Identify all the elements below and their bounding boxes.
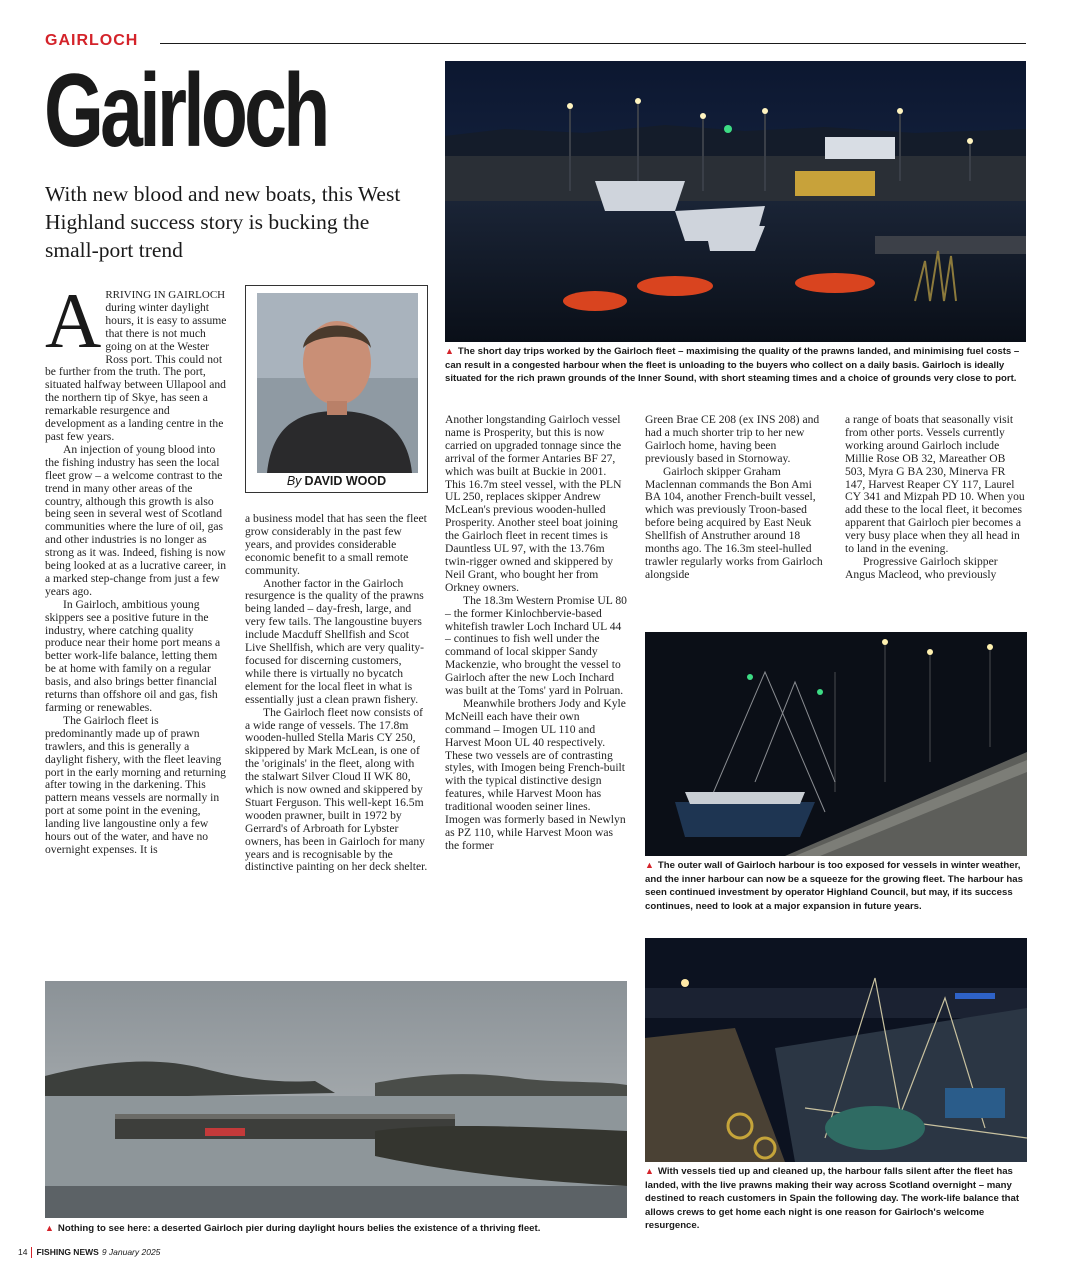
page-number: 14 bbox=[18, 1247, 28, 1257]
caption-outer-wall: ▲ The outer wall of Gairloch harbour is too exposed for vessels in winter weather, and the inner harbour can now be a squeeze for the growing fleet. The harbour has seen continued investment by operator Highland Council, but may, if its success continues, need to look at a major expansion in future years. bbox=[645, 860, 1023, 912]
caption-tied-up: ▲ With vessels tied up and cleaned up, the harbour falls silent after the fleet has landed, with the live prawns making their way across Scotland overnight – many destined to reach customers in Spain the following day. The work-life balance that allows crews to get home each night is one reason for Gairloch's welcome resurgence. bbox=[645, 1166, 1020, 1232]
body-paragraph: The Gairloch fleet is predominantly made up of prawn trawlers, and this is generally a daylight fishery, with the fleet leaving port in the early morning and returning after towing in the darkening. This pattern means vessels are normally in port at some point in the evening, landing live langoustine only a few hours out of the water, and have no overnight expenses. It is bbox=[45, 713, 226, 856]
section-tag: GAIRLOCH bbox=[45, 32, 139, 49]
body-column-4 bbox=[645, 414, 827, 582]
body-paragraph: Another longstanding Gairloch vessel name is Prosperity, but this is now carried on upgraded tonnage since the arrival of the former Antaries BF 27, which was built at Buckie in 2001. This 16.7m steel vessel, with the PLN UL 250, replaces skipper Andrew McLean's previous wooden-hulled Prosperity. Another steel boat joining the Gairloch fleet in recent times is Dauntless UL 97, with the 13.76m twin-rigger owned and skippered by Neil Grant, who bought her from Orkney owners. bbox=[445, 413, 622, 594]
photo-outer-wall bbox=[645, 632, 1027, 856]
caret-icon: ▲ bbox=[445, 346, 454, 356]
body-paragraph: Gairloch skipper Graham Maclennan commands the Bon Ami BA 104, another French-built vessel, which was previously Troon-based before being acquired by East Neuk Shellfish of Anstruther around 18 months ago. The 16.3m steel-hulled trawler regularly works from Gairloch alongside bbox=[645, 464, 823, 581]
photo-night-harbour bbox=[445, 61, 1026, 342]
photo-tied-up bbox=[645, 938, 1027, 1162]
body-paragraph: An injection of young blood into the fishing industry has seen the local fleet grow – a welcome contrast to the trend in many other areas of the country, although this growth is also being seen in several west of Scotland communities where the lure of oil, gas and other industries is no longer as strong as it was. Indeed, fishing is now being looked at as a lucrative career, in a marked step-change from just a few years ago. bbox=[45, 442, 227, 598]
body-paragraph: Another factor in the Gairloch resurgence is the quality of the prawns being landed – day-fresh, large, and very few tails. The langoustine buyers include Macduff Shellfish and Scot Live Shellfish, which are very quality-focused for discerning customers, while there is virtually no bycatch element for the local fleet in what is essentially just a clean prawn fishery. bbox=[245, 576, 425, 706]
caret-icon: ▲ bbox=[645, 1166, 654, 1176]
byline-box bbox=[245, 285, 428, 493]
byline: By DAVID WOOD bbox=[286, 474, 387, 488]
body-paragraph: In Gairloch, ambitious young skippers see a positive future in the industry, where catching quality produce near their home port means a better work-life balance, letting them be at home with family on a regular basis, and also brings better financial returns than offshore oil and gas, fish farming or renewables. bbox=[45, 597, 221, 714]
drop-cap: A bbox=[45, 277, 102, 364]
caret-icon: ▲ bbox=[645, 860, 654, 870]
footer-divider bbox=[31, 1247, 32, 1258]
body-paragraph: Green Brae CE 208 (ex INS 208) and had a much shorter trip to her new Gairloch home, having been previously based in Stornoway. bbox=[645, 413, 820, 465]
body-paragraph: The 18.3m Western Promise UL 80 – the former Kinlochbervie-based whitefish trawler Loch Inchard UL 44 – continues to fish well under the command of local skipper Sandy Mackenzie, who brought the vessel to Gairloch after the new Loch Inchard was built at the Toms' yard in Polruan. bbox=[445, 593, 627, 698]
headline: Gairloch bbox=[44, 53, 327, 169]
author-portrait bbox=[257, 293, 418, 473]
body-paragraph: ARRIVING IN GAIRLOCH during winter daylight hours, it is easy to assume that there is not much going on at the Wester Ross port. This could not be further from the truth. The port, situated halfway between Ullapool and the northern tip of Skye, has seen a remarkable resurgence and development as a landing centre in the past few years. bbox=[45, 277, 227, 443]
page-footer bbox=[18, 1247, 160, 1258]
caption-daylight-pier: ▲ Nothing to see here: a deserted Gairloch pier during daylight hours belies the existence of a thriving fleet. bbox=[45, 1223, 541, 1234]
body-paragraph: a range of boats that seasonally visit from other ports. Vessels currently working around Gairloch include Millie Rose OB 32, Mareather OB 503, Myra G BA 230, Minerva FR 147, Harvest Reaper CY 117, Laurel CY 341 and Mizpah PD 10. When you add these to the local fleet, it becomes apparent that Gairloch pier becomes a very busy place when they all head in to land in the evening. bbox=[845, 413, 1025, 556]
body-column-5 bbox=[845, 414, 1027, 582]
body-column-3 bbox=[445, 414, 627, 853]
issue-date: 9 January 2025 bbox=[101, 1247, 161, 1257]
body-paragraph: Progressive Gairloch skipper Angus Macleod, who previously bbox=[845, 554, 998, 581]
body-paragraph: a business model that has seen the fleet grow considerably in the past few years, and provides considerable economic benefit to a small remote community. bbox=[245, 512, 427, 577]
body-column-2 bbox=[245, 513, 428, 874]
section-rule bbox=[160, 43, 1026, 44]
publication-name: FISHING NEWS bbox=[36, 1247, 99, 1257]
body-paragraph: The Gairloch fleet now consists of a wide range of vessels. The 17.8m wooden-hulled Stella Maris CY 250, skippered by Mark McLean, is one of the 'originals' in the fleet, along with the stalwart Silver Cloud II WK 80, which is now owned and skippered by Stuart Ferguson. This well-kept 16.5m wooden prawner, built in 1972 by Gerrard's of Arbroath for Lybster owners, has been in Gairloch for many years and is recognisable by the distinctive painting on her deck shelter. bbox=[245, 705, 428, 874]
standfirst: With new blood and new boats, this West Highland success story is bucking the small-port trend bbox=[45, 182, 401, 262]
body-column-1 bbox=[45, 277, 228, 857]
caption-night-harbour: ▲ The short day trips worked by the Gairloch fleet – maximising the quality of the prawns landed, and minimising fuel costs – can result in a congested harbour when the fleet is unloading to the buyers who collect on a daily basis. Gairloch is ideally situated for the rich prawn grounds of the Inner Sound, with short steaming times and a choice of grounds very close to port. bbox=[445, 346, 1020, 385]
caret-icon: ▲ bbox=[45, 1223, 54, 1233]
photo-daylight-pier bbox=[45, 981, 627, 1218]
body-paragraph: Meanwhile brothers Jody and Kyle McNeill each have their own command – Imogen UL 110 and Harvest Moon UL 40 respectively. These two vessels are of contrasting styles, with Imogen being French-built with the typical distinctive design features, while Harvest Moon has traditional wooden seiner lines. Imogen was formerly based in Newlyn as PZ 110, while Harvest Moon was the former bbox=[445, 696, 626, 852]
